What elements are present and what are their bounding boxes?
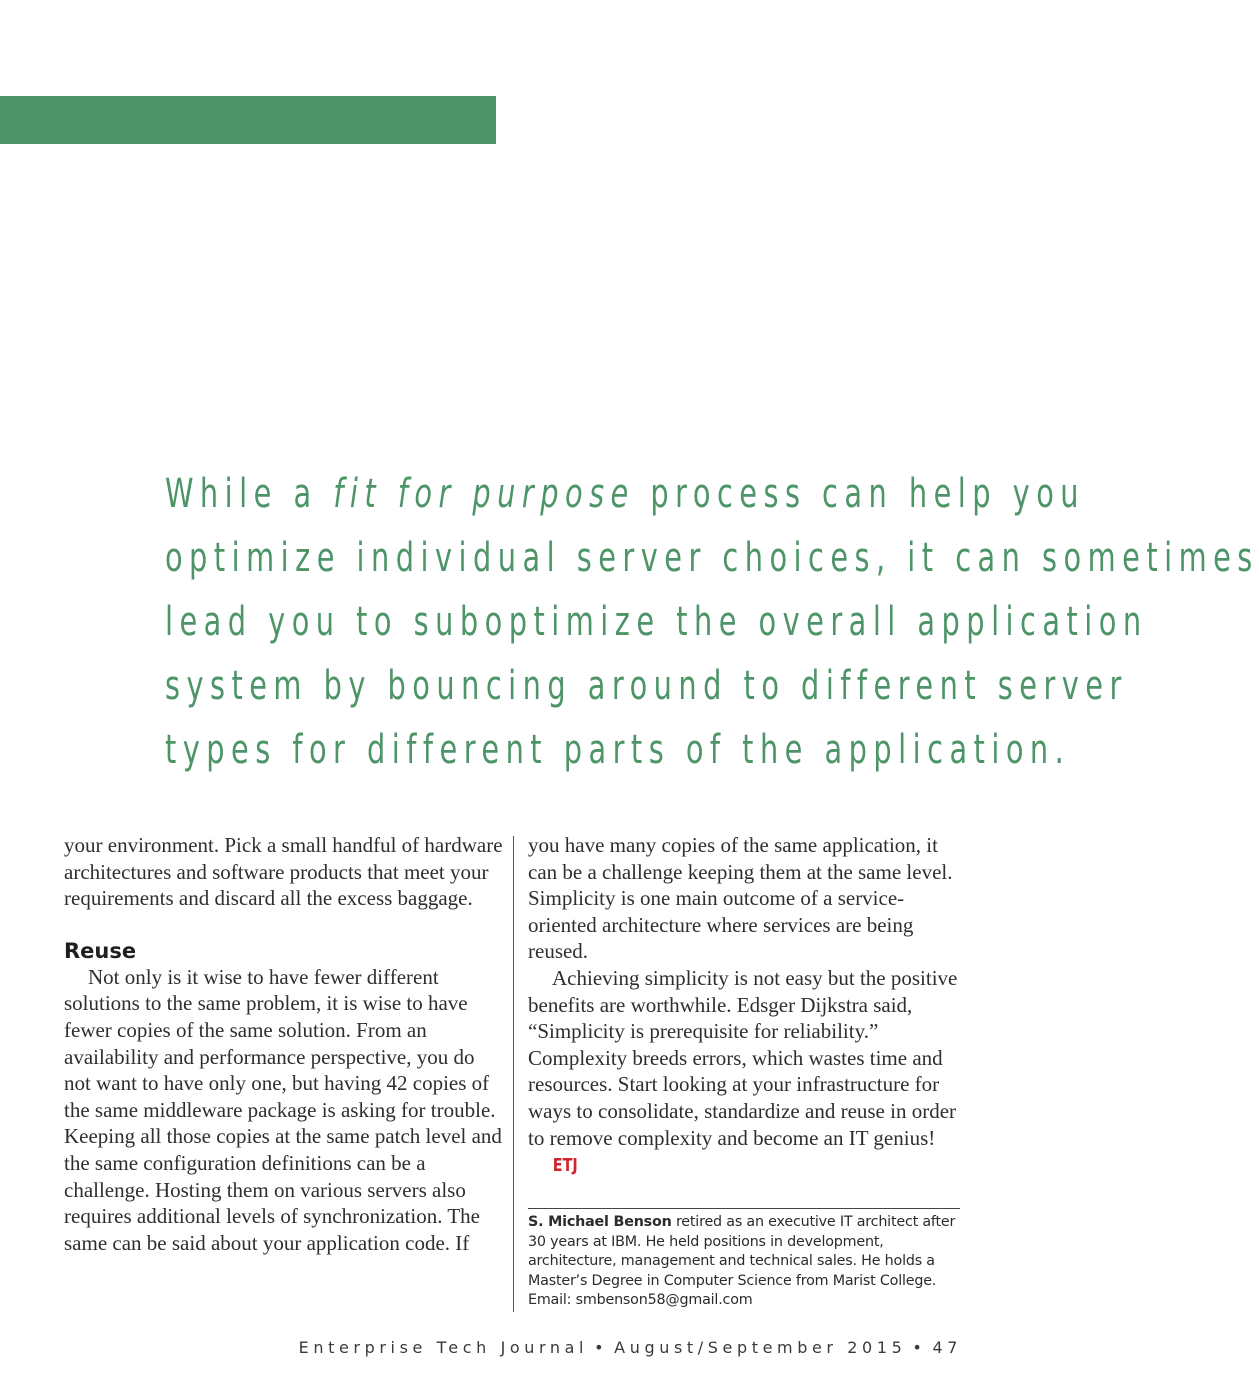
pull-quote bbox=[164, 462, 1259, 782]
bio-divider bbox=[528, 1208, 960, 1209]
pull-quote-line-4: system by bouncing around to different server bbox=[164, 663, 1128, 709]
pull-quote-text: While a bbox=[164, 471, 334, 517]
page-footer bbox=[299, 1338, 962, 1357]
right-paragraph-2 bbox=[528, 965, 968, 1180]
author-bio-text: retired as an executive IT architect after 30 years at IBM. He held positions in development, architecture, management and technical sales. He holds a Master’s Degree in Computer Science from Marist College. Email: smbenson58@gmail.com bbox=[528, 1214, 956, 1309]
etj-end-mark: ETJ bbox=[552, 1155, 578, 1177]
author-name: S. Michael Benson bbox=[528, 1214, 672, 1230]
pull-quote-line-3: lead you to suboptimize the overall application bbox=[164, 599, 1148, 645]
column-divider bbox=[513, 836, 514, 1312]
left-body-paragraph: Not only is it wise to have fewer different solutions to the same problem, it is wise to have fewer copies of the same solution. From an availability and performance perspective, you do not want to have only one, but having 42 copies of the same middleware package is asking for trouble. Keeping all those copies at the same patch level and the same configuration definitions can be a challenge. Hosting them on various servers also requires additional levels of synchronization. The same can be said about your application code. If bbox=[64, 964, 502, 1255]
pull-quote-emphasis: fit for purpose bbox=[333, 471, 635, 517]
accent-bar bbox=[0, 96, 496, 144]
footer-separator: • bbox=[912, 1338, 927, 1357]
issue-date: August/September 2015 bbox=[614, 1338, 907, 1357]
page-number: 47 bbox=[932, 1338, 962, 1357]
left-intro-paragraph: your environment. Pick a small handful of hardware architectures and software products that meet your requirements and discard all the excess baggage. bbox=[64, 833, 503, 911]
pull-quote-line-2: optimize individual server choices, it can sometimes bbox=[164, 535, 1259, 581]
pull-quote-line-1 bbox=[164, 462, 1086, 526]
publication-name: Enterprise Tech Journal bbox=[298, 1338, 589, 1357]
footer-separator: • bbox=[594, 1338, 609, 1357]
section-heading-reuse: Reuse bbox=[64, 938, 137, 963]
left-column bbox=[64, 832, 504, 1256]
author-bio bbox=[528, 1213, 964, 1311]
pull-quote-text: process can help you bbox=[634, 471, 1086, 517]
pull-quote-line-5: types for different parts of the application. bbox=[164, 727, 1071, 773]
right-paragraph-1: you have many copies of the same application, it can be a challenge keeping them at the same level. Simplicity is one main outcome of a service-oriented architecture where services are being reused. bbox=[528, 833, 953, 964]
right-column bbox=[528, 832, 968, 1180]
right-paragraph-2-text: Achieving simplicity is not easy but the positive benefits are worthwhile. Edsger Dijkstra said, “Simplicity is prerequisite for reliability.” Complexity breeds errors, which wastes time and resources. Start looking at your infrastructure for ways to consolidate, standardize and reuse in order to remove complexity and become an IT genius! bbox=[528, 965, 958, 1150]
